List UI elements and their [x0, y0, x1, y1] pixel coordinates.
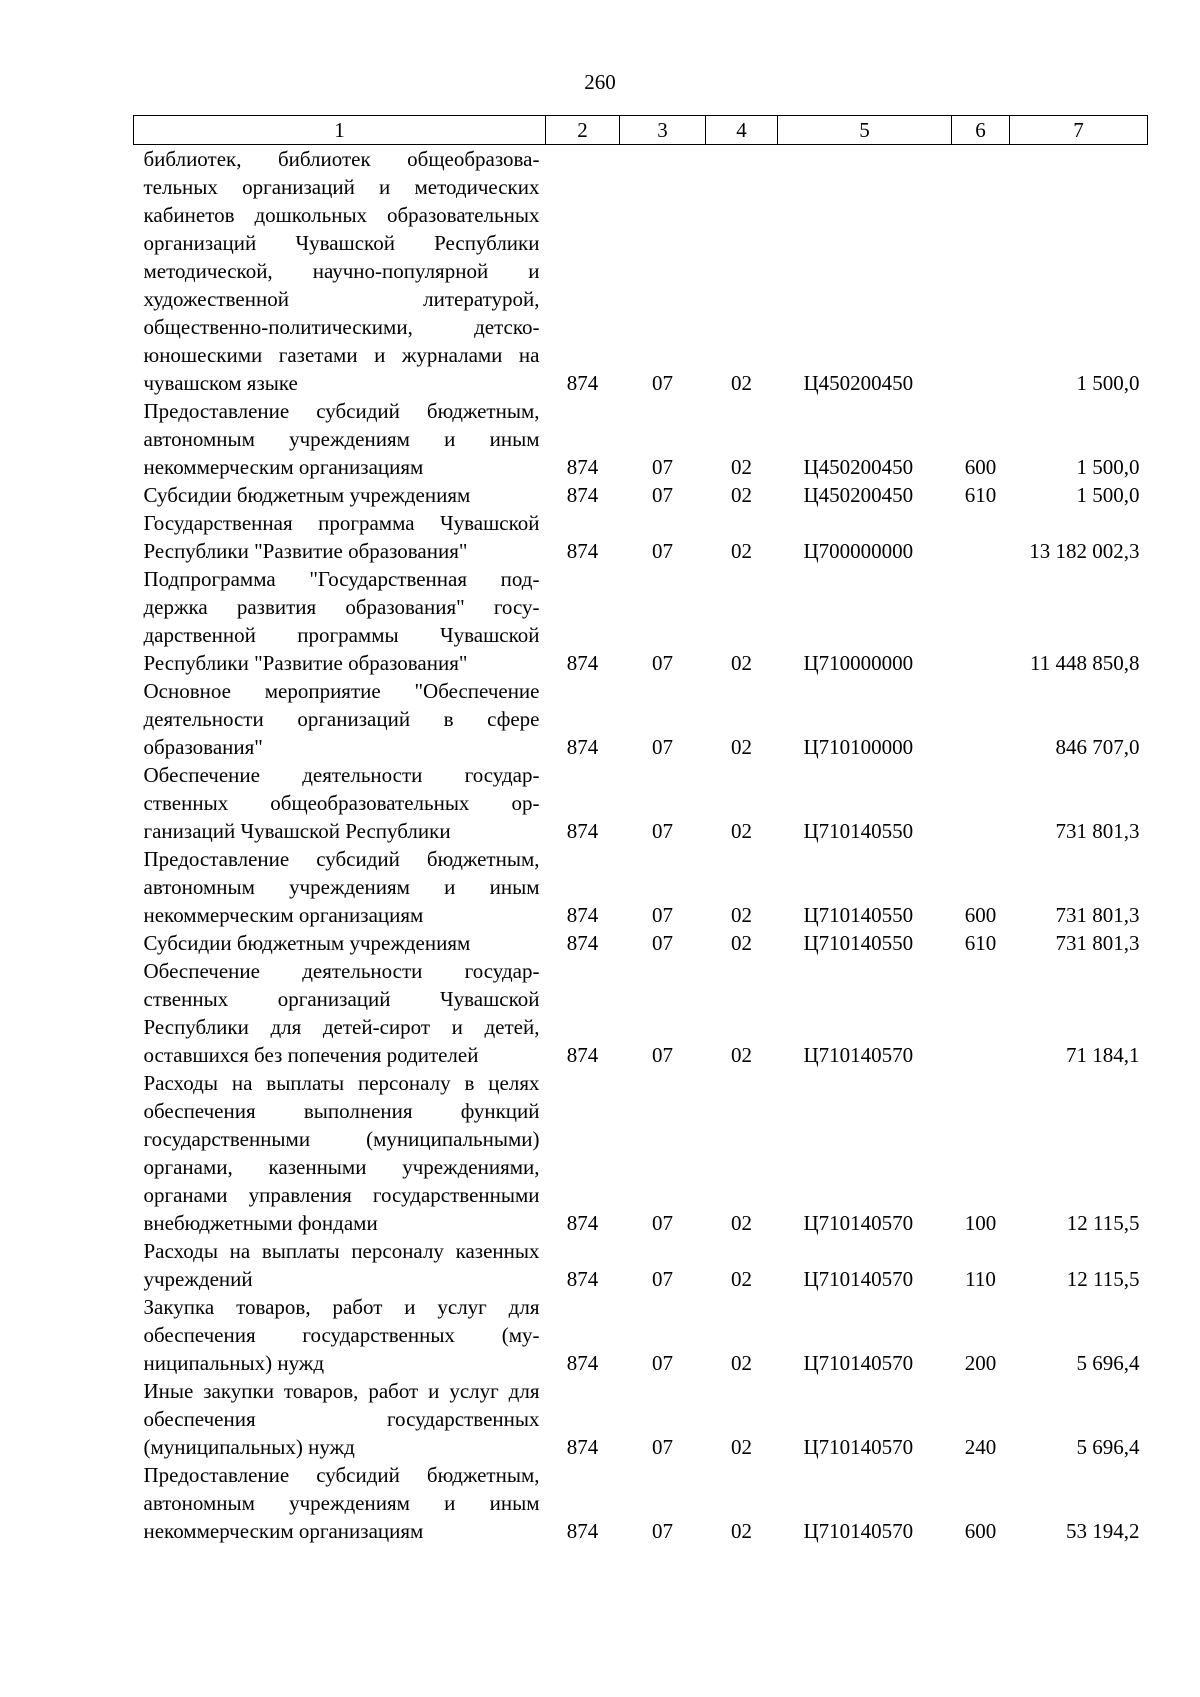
- target-article-cell: Ц710140570: [803, 1211, 914, 1235]
- table-row: [134, 845, 1148, 929]
- subsection-cell: 02: [731, 819, 752, 843]
- code-cell: 874: [566, 455, 599, 479]
- expense-type-cell: [952, 677, 1010, 761]
- section-cell: 07: [652, 931, 673, 955]
- section-cell: 07: [652, 1519, 673, 1543]
- table-row: [134, 957, 1148, 1069]
- code-cell: 874: [566, 1435, 599, 1459]
- row-name-cell: Обеспечение деятельности государственных организаций Чувашской Республики для детей-сирот и детей, оставшихся без попечения родителей: [143, 959, 540, 1067]
- table-body: [134, 145, 1148, 1546]
- subsection-cell: 02: [731, 371, 752, 395]
- table-header-row: [134, 116, 1148, 145]
- row-name-cell: Расходы на выплаты персоналу в целях обеспечения выполнения функций государственными (муниципальными) органами, казенными учреждениями, органами управления государственными внебюджетными фондами: [143, 1071, 540, 1235]
- section-cell: 07: [652, 483, 673, 507]
- expense-type-cell: 600: [964, 903, 997, 927]
- subsection-cell: 02: [731, 1519, 752, 1543]
- subsection-cell: 02: [731, 539, 752, 563]
- code-cell: 874: [566, 483, 599, 507]
- code-cell: 874: [566, 1267, 599, 1291]
- code-cell: 874: [566, 931, 599, 955]
- page-number: 260: [584, 70, 616, 94]
- amount-cell: 1 500,0: [1076, 483, 1140, 507]
- table-row: [134, 1237, 1148, 1293]
- subsection-cell: 02: [731, 455, 752, 479]
- table-row: [134, 481, 1148, 509]
- table-row: [134, 1377, 1148, 1461]
- subsection-cell: 02: [731, 735, 752, 759]
- code-cell: 874: [566, 735, 599, 759]
- row-name-cell: Предоставление субсидий бюджетным, автономным учреждениям и иным некоммерческим организациям: [143, 399, 540, 479]
- code-cell: 874: [566, 651, 599, 675]
- amount-cell: 1 500,0: [1076, 455, 1140, 479]
- amount-cell: 13 182 002,3: [1029, 539, 1140, 563]
- target-article-cell: Ц700000000: [803, 539, 914, 563]
- amount-cell: 53 194,2: [1066, 1519, 1140, 1543]
- row-name-cell: Закупка товаров, работ и услуг для обеспечения государственных (муниципальных) нужд: [143, 1295, 540, 1375]
- row-name-cell: Предоставление субсидий бюджетным, автономным учреждениям и иным некоммерческим организациям: [143, 1463, 540, 1543]
- column-header: 1: [134, 116, 546, 145]
- target-article-cell: Ц710140570: [803, 1519, 914, 1543]
- code-cell: 874: [566, 1043, 599, 1067]
- column-header: 3: [620, 116, 706, 145]
- section-cell: 07: [652, 455, 673, 479]
- amount-cell: 71 184,1: [1066, 1043, 1140, 1067]
- section-cell: 07: [652, 1043, 673, 1067]
- target-article-cell: Ц710000000: [803, 651, 914, 675]
- target-article-cell: Ц710140570: [803, 1267, 914, 1291]
- row-name-cell: Субсидии бюджетным учреждениям: [143, 483, 471, 507]
- target-article-cell: Ц450200450: [803, 371, 914, 395]
- amount-cell: 731 801,3: [1055, 903, 1140, 927]
- row-name-cell: Обеспечение деятельности государственных общеобразовательных организаций Чувашской Республики: [143, 763, 540, 843]
- column-header: 4: [706, 116, 778, 145]
- row-name-cell: Подпрограмма "Государственная поддержка развития образования" государственной программы Чувашской Республики "Развитие образования": [143, 567, 540, 675]
- row-name-cell: библиотек, библиотек общеобразовательных организаций и методических кабинетов дошкольных образовательных организаций Чувашской Республики методической, научно-популярной и художественной литературой, общественно-политическими, детско-юношескими газетами и журналами на чувашском языке: [143, 147, 540, 395]
- section-cell: 07: [652, 1267, 673, 1291]
- expense-type-cell: [952, 145, 1010, 398]
- section-cell: 07: [652, 1211, 673, 1235]
- column-header: 2: [546, 116, 620, 145]
- expense-type-cell: [952, 761, 1010, 845]
- table-row: [134, 397, 1148, 481]
- expense-type-cell: 610: [964, 931, 997, 955]
- section-cell: 07: [652, 819, 673, 843]
- expense-type-cell: 200: [964, 1351, 997, 1375]
- section-cell: 07: [652, 1435, 673, 1459]
- subsection-cell: 02: [731, 931, 752, 955]
- table-row: [134, 761, 1148, 845]
- expense-type-cell: 600: [964, 1519, 997, 1543]
- target-article-cell: Ц710140570: [803, 1043, 914, 1067]
- code-cell: 874: [566, 1351, 599, 1375]
- target-article-cell: Ц710140550: [803, 819, 914, 843]
- amount-cell: 5 696,4: [1076, 1435, 1140, 1459]
- code-cell: 874: [566, 539, 599, 563]
- amount-cell: 731 801,3: [1055, 819, 1140, 843]
- amount-cell: 846 707,0: [1055, 735, 1140, 759]
- code-cell: 874: [566, 371, 599, 395]
- amount-cell: 1 500,0: [1076, 371, 1140, 395]
- row-name-cell: Основное мероприятие "Обеспечение деятельности организаций в сфере образования": [143, 679, 540, 759]
- column-header: 7: [1010, 116, 1148, 145]
- expense-type-cell: 240: [964, 1435, 997, 1459]
- column-header: 5: [778, 116, 952, 145]
- target-article-cell: Ц450200450: [803, 455, 914, 479]
- amount-cell: 5 696,4: [1076, 1351, 1140, 1375]
- table-row: [134, 509, 1148, 565]
- section-cell: 07: [652, 903, 673, 927]
- section-cell: 07: [652, 651, 673, 675]
- row-name-cell: Субсидии бюджетным учреждениям: [143, 931, 471, 955]
- table-row: [134, 145, 1148, 398]
- expense-type-cell: 600: [964, 455, 997, 479]
- column-header: 6: [952, 116, 1010, 145]
- amount-cell: 12 115,5: [1066, 1211, 1140, 1235]
- target-article-cell: Ц710140550: [803, 931, 914, 955]
- target-article-cell: Ц710140570: [803, 1435, 914, 1459]
- target-article-cell: Ц710100000: [803, 735, 914, 759]
- subsection-cell: 02: [731, 1043, 752, 1067]
- section-cell: 07: [652, 371, 673, 395]
- subsection-cell: 02: [731, 1267, 752, 1291]
- section-cell: 07: [652, 735, 673, 759]
- amount-cell: 12 115,5: [1066, 1267, 1140, 1291]
- table-row: [134, 1461, 1148, 1545]
- row-name-cell: Государственная программа Чувашской Республики "Развитие образования": [143, 511, 540, 563]
- table-row: [134, 929, 1148, 957]
- expense-type-cell: 610: [964, 483, 997, 507]
- section-cell: 07: [652, 539, 673, 563]
- table-row: [134, 565, 1148, 677]
- expense-type-cell: [952, 957, 1010, 1069]
- expense-type-cell: [952, 509, 1010, 565]
- row-name-cell: Предоставление субсидий бюджетным, автономным учреждениям и иным некоммерческим организациям: [143, 847, 540, 927]
- target-article-cell: Ц450200450: [803, 483, 914, 507]
- subsection-cell: 02: [731, 651, 752, 675]
- amount-cell: 11 448 850,8: [1030, 651, 1140, 675]
- expense-type-cell: [952, 565, 1010, 677]
- table-row: [134, 1069, 1148, 1237]
- subsection-cell: 02: [731, 483, 752, 507]
- expense-type-cell: 100: [964, 1211, 997, 1235]
- subsection-cell: 02: [731, 1211, 752, 1235]
- subsection-cell: 02: [731, 1435, 752, 1459]
- subsection-cell: 02: [731, 1351, 752, 1375]
- code-cell: 874: [566, 1519, 599, 1543]
- table-row: [134, 1293, 1148, 1377]
- section-cell: 07: [652, 1351, 673, 1375]
- target-article-cell: Ц710140550: [803, 903, 914, 927]
- row-name-cell: Расходы на выплаты персоналу казенных учреждений: [143, 1239, 540, 1291]
- expense-type-cell: 110: [965, 1267, 996, 1291]
- budget-table: [133, 115, 1148, 1545]
- code-cell: 874: [566, 1211, 599, 1235]
- code-cell: 874: [566, 819, 599, 843]
- subsection-cell: 02: [731, 903, 752, 927]
- table-row: [134, 677, 1148, 761]
- code-cell: 874: [566, 903, 599, 927]
- target-article-cell: Ц710140570: [803, 1351, 914, 1375]
- amount-cell: 731 801,3: [1055, 931, 1140, 955]
- row-name-cell: Иные закупки товаров, работ и услуг для обеспечения государственных (муниципальных) нужд: [143, 1379, 540, 1459]
